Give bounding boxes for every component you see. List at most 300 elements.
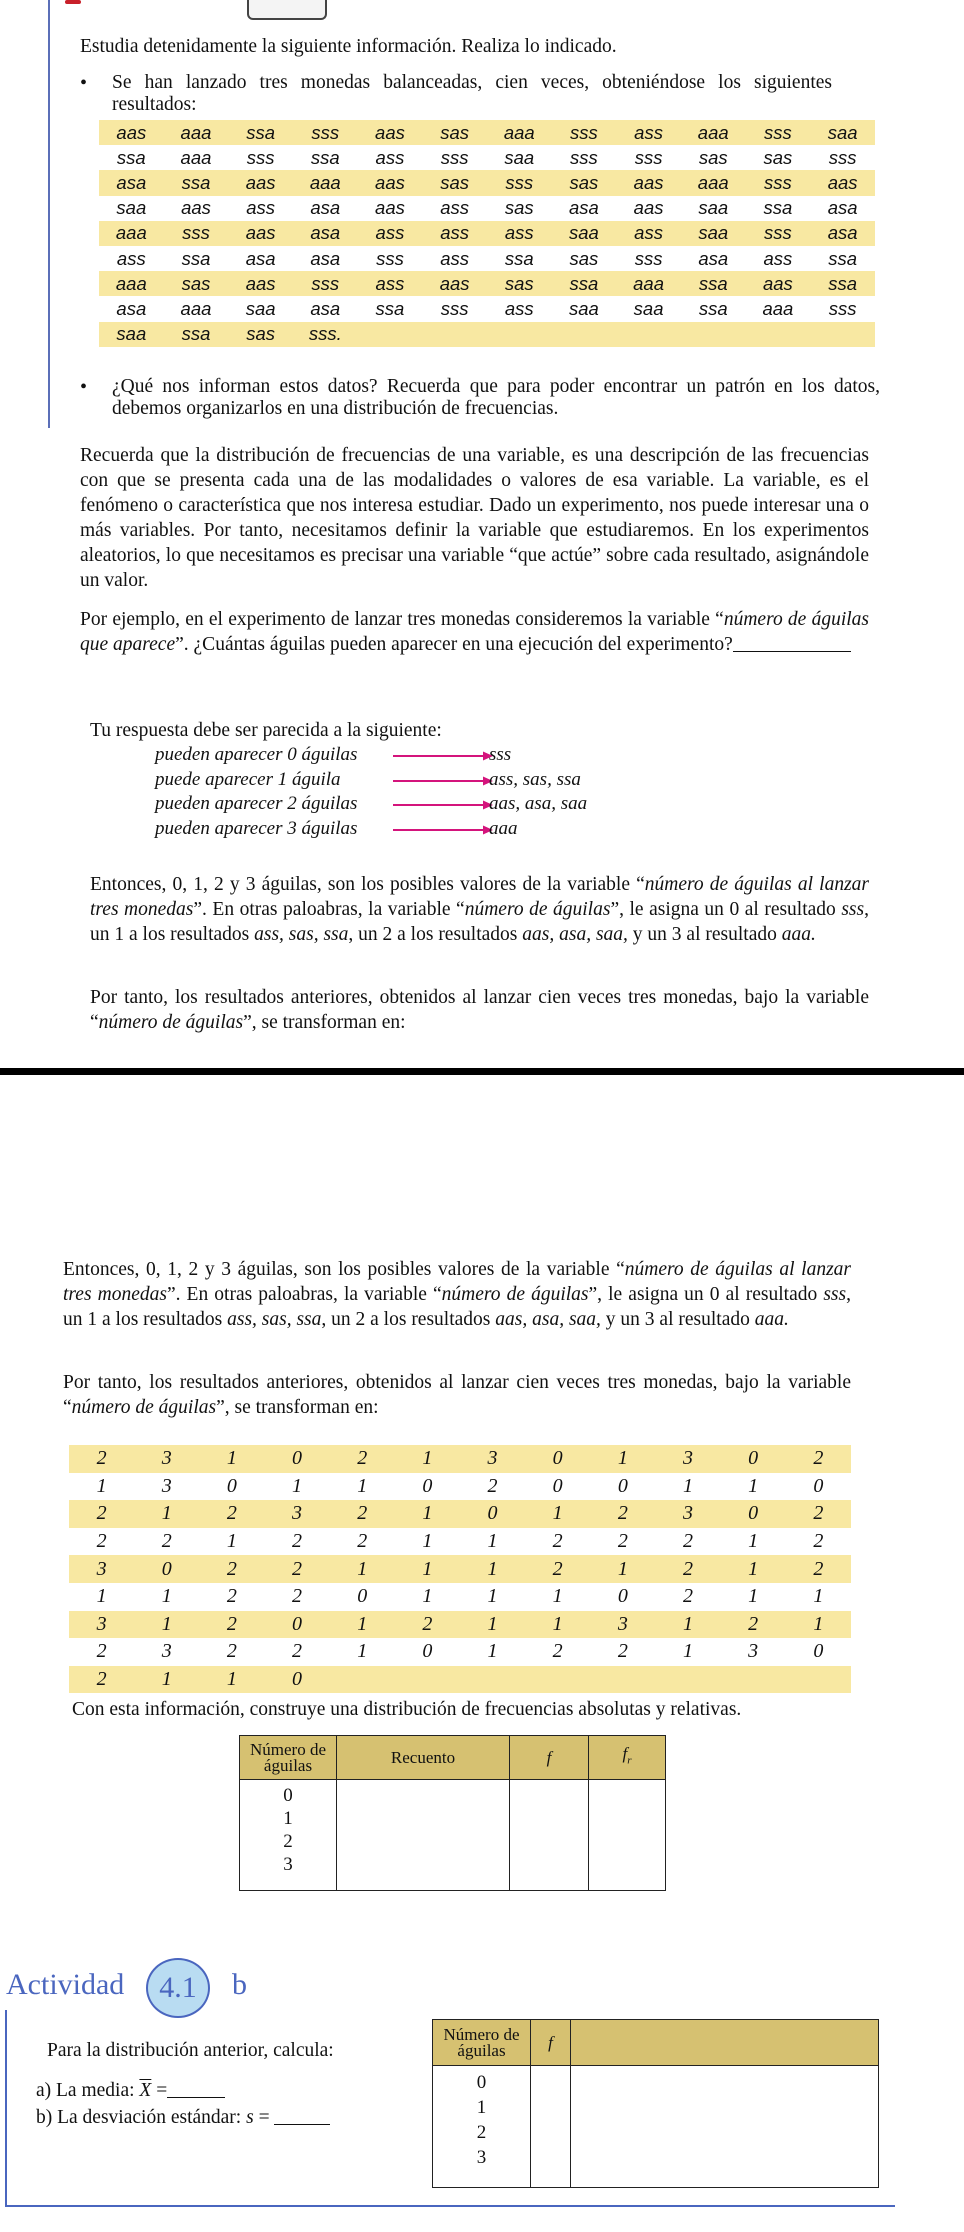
recuento-cell[interactable] (337, 1780, 510, 1891)
number-cell: 2 (357, 1530, 368, 1553)
value-1: 1 (476, 2097, 487, 2118)
number-cell: 2 (264, 1555, 329, 1583)
number-cell: 1 (487, 1585, 498, 1608)
number-cell: 2 (552, 1530, 563, 1553)
number-cell: 0 (357, 1585, 368, 1608)
number-cell (460, 1666, 525, 1694)
left-margin-bar (48, 0, 50, 428)
number-cell: 2 (226, 1640, 237, 1663)
activity-prompt: Para la distribución anterior, calcula: (47, 2040, 334, 2061)
table-row (99, 120, 875, 145)
answer-left: pueden aparecer 0 águilas (155, 744, 358, 765)
outcome-cell: sss (293, 120, 358, 145)
outcome-cell: sas (422, 170, 487, 195)
outcome-cell: aaa (180, 297, 212, 319)
intro-text: Estudia detenidamente la siguiente información. Realiza lo indicado. (80, 36, 617, 57)
bullet-dot: • (80, 72, 88, 94)
outcome-cell (422, 322, 487, 347)
number-cell: 1 (226, 1530, 237, 1553)
outcome-cell: aaa (681, 120, 746, 145)
number-cell: 3 (590, 1611, 655, 1639)
number-cell: 1 (422, 1585, 433, 1608)
outcome-cell: asa (569, 197, 599, 219)
number-cell: 1 (357, 1640, 368, 1663)
number-cell: 2 (199, 1500, 264, 1528)
outcome-cell: saa (633, 297, 664, 319)
number-cell: 2 (96, 1530, 107, 1553)
number-cell: 1 (487, 1640, 498, 1663)
number-cell: 1 (395, 1500, 460, 1528)
number-cell: 1 (590, 1555, 655, 1583)
number-cell (655, 1666, 720, 1694)
outcome-cell: ass (440, 247, 469, 269)
header-image-fragment (247, 0, 327, 20)
outcome-cell: sas (569, 247, 599, 269)
number-cell: 2 (292, 1640, 303, 1663)
arrow-icon (393, 775, 493, 787)
number-cell: 2 (96, 1640, 107, 1663)
bullet-2-text: ¿Qué nos informan estos datos? Recuerda que para poder encontrar un patrón en los datos, debemos organizarlos en una distribución de frecuencias. (112, 376, 880, 419)
outcome-cell (487, 322, 552, 347)
number-cell: 2 (786, 1500, 851, 1528)
answer-intro: Tu respuesta debe ser parecida a la siguiente: (90, 720, 442, 741)
outcome-cell: ssa (181, 247, 211, 269)
outcome-cell: aaa (762, 297, 794, 319)
number-cell: 1 (721, 1555, 786, 1583)
outcome-cell: saa (116, 197, 147, 219)
number-cell: 1 (330, 1611, 395, 1639)
outcome-cell: aas (633, 197, 664, 219)
number-cell: 0 (721, 1500, 786, 1528)
outcome-cell: ass (616, 221, 681, 246)
arrow-icon (393, 824, 493, 836)
number-cell: 0 (813, 1474, 824, 1497)
paragraph-entonces-repeat: Entonces, 0, 1, 2 y 3 águilas, son los posibles valores de la variable “número de águilas al lanzar tres monedas”. En otras paloabras, la variable “número de águilas”, le asigna un 0 al resultado sss, un 1 a los resultados ass, sas, ssa, un 2 a los resultados aas, asa, saa, y un 3 al resultado aaa. (63, 1259, 851, 1330)
outcome-cell: sss (440, 146, 469, 168)
value-3: 3 (283, 1854, 293, 1875)
number-cell: 1 (682, 1640, 693, 1663)
table-row (99, 221, 875, 246)
outcome-cell: saa (569, 297, 599, 319)
number-cell: 1 (96, 1585, 107, 1608)
outcome-cell: ass (422, 221, 487, 246)
outcome-cell: aaa (293, 170, 358, 195)
number-cell: 1 (552, 1585, 563, 1608)
answer-left: pueden aparecer 2 águilas (155, 793, 358, 814)
number-cell: 1 (487, 1530, 498, 1553)
f-cell[interactable] (531, 2066, 571, 2188)
number-cell: 1 (460, 1555, 525, 1583)
outcome-cell: sss (634, 247, 663, 269)
outcome-cell: ssa (552, 271, 617, 296)
number-cell: 3 (748, 1640, 759, 1663)
value-0: 0 (283, 1785, 293, 1806)
outcome-cell: ssa (763, 197, 793, 219)
arrow-icon (393, 750, 493, 762)
number-cell: 2 (655, 1555, 720, 1583)
outcome-cell: sss (293, 271, 358, 296)
table-row (99, 296, 875, 321)
mean-answer-blank[interactable] (167, 2097, 225, 2098)
number-cell: 1 (748, 1474, 759, 1497)
bullet-1-text: Se han lanzado tres monedas balanceadas, cien veces, obteniéndose los siguientes resultados: (112, 72, 832, 115)
number-cell: 0 (422, 1474, 433, 1497)
outcome-cell: sas (487, 271, 552, 296)
outcome-cell: aaa (681, 170, 746, 195)
value-2: 2 (283, 1831, 293, 1852)
number-cell: 1 (134, 1500, 199, 1528)
number-cell: 2 (617, 1530, 628, 1553)
header-numero: Número de águilas (433, 2020, 531, 2066)
number-cell: 3 (264, 1500, 329, 1528)
outcome-cell: sss (487, 170, 552, 195)
outcome-cell: sss (246, 146, 275, 168)
number-cell: 1 (134, 1611, 199, 1639)
answer-right: aaa (489, 817, 518, 839)
outcome-cell: sss (376, 247, 404, 269)
paragraph-entonces: Entonces, 0, 1, 2 y 3 águilas, son los posibles valores de la variable “número de águilas al lanzar tres monedas”. En otras paloabras, la variable “número de águilas”, le asigna un 0 al resultado sss, un 1 a los resultados ass, sas, ssa, un 2 a los resultados aas, asa, saa, y un 3 al resultado aaa. (90, 874, 869, 945)
number-cell: 2 (395, 1611, 460, 1639)
activity-item-b: b) La desviación estándar: s = (36, 2105, 416, 2130)
outcome-cell: ass (246, 197, 276, 219)
number-cell: 2 (292, 1530, 303, 1553)
outcome-cell: sas (422, 120, 487, 145)
table-row (99, 246, 875, 271)
outcome-cell: asa (310, 247, 341, 269)
outcome-cell: aaa (99, 221, 164, 246)
outcome-cell: ass (440, 197, 469, 219)
outcome-cell: aaa (180, 146, 212, 168)
number-cell: 1 (96, 1474, 107, 1497)
outcome-cell: aas (228, 221, 293, 246)
activity-badge: 4.1 (146, 1958, 210, 2018)
activity-table (432, 2019, 879, 2188)
answer-left: puede aparecer 1 águila (155, 768, 341, 790)
outcome-cell: sas (164, 271, 229, 296)
outcome-cell (358, 322, 423, 347)
table-row (69, 1555, 851, 1583)
table-row (69, 1638, 851, 1666)
outcomes-table (99, 120, 875, 347)
table-row (69, 1445, 851, 1473)
fr-cell[interactable] (589, 1780, 666, 1891)
number-cell: 1 (395, 1445, 460, 1473)
number-cell: 2 (786, 1555, 851, 1583)
number-cell: 2 (292, 1585, 303, 1608)
number-cell: 0 (422, 1640, 433, 1663)
number-cell: 1 (748, 1585, 759, 1608)
header-numero: Número de águilas (240, 1736, 337, 1780)
outcome-cell: sss (634, 146, 663, 168)
number-cell: 0 (813, 1640, 824, 1663)
number-cell: 2 (813, 1530, 824, 1553)
number-cell: 2 (69, 1445, 134, 1473)
value-1: 1 (283, 1808, 293, 1829)
number-cell: 3 (655, 1445, 720, 1473)
outcome-cell (616, 322, 681, 347)
header-f: f (531, 2020, 571, 2066)
outcome-cell: aas (810, 170, 875, 195)
table-row (69, 1528, 851, 1556)
number-cell: 1 (460, 1611, 525, 1639)
number-cell: 3 (460, 1445, 525, 1473)
f-cell[interactable] (510, 1780, 589, 1891)
table-row (99, 170, 875, 195)
number-cell: 1 (655, 1611, 720, 1639)
outcome-cell: ssa (310, 146, 340, 168)
outcome-cell: aas (422, 271, 487, 296)
activity-letter: b (232, 1968, 247, 2001)
work-cell[interactable] (571, 2066, 879, 2188)
outcome-cell: ssa (228, 120, 293, 145)
number-cell (525, 1666, 590, 1694)
outcome-cell: sss (440, 297, 469, 319)
outcome-cell: aaa (487, 120, 552, 145)
answer-row (155, 817, 655, 842)
outcome-cell: ssa (164, 322, 229, 347)
number-cell: 2 (199, 1555, 264, 1583)
number-cell (330, 1666, 395, 1694)
number-cell: 2 (199, 1611, 264, 1639)
number-cell: 3 (69, 1555, 134, 1583)
outcome-cell: sss (746, 221, 811, 246)
value-2: 2 (476, 2122, 487, 2143)
number-cell: 1 (525, 1500, 590, 1528)
outcome-cell: saa (681, 221, 746, 246)
outcome-cell: aas (358, 170, 423, 195)
number-cell: 1 (292, 1474, 303, 1497)
activity-bottom-rule (5, 2205, 895, 2207)
number-cell: 2 (786, 1445, 851, 1473)
table-row (99, 322, 875, 347)
arrow-icon (393, 799, 493, 811)
answer-right: sss (489, 744, 512, 765)
number-cell: 0 (264, 1445, 329, 1473)
outcome-cell: aas (228, 170, 293, 195)
outcome-cell: asa (99, 170, 164, 195)
number-cell: 1 (786, 1611, 851, 1639)
outcome-cell: saa (810, 120, 875, 145)
outcome-cell: ass (487, 221, 552, 246)
answer-row (155, 768, 655, 793)
number-cell: 3 (655, 1500, 720, 1528)
number-cell: 1 (395, 1555, 460, 1583)
outcome-cell: sas (763, 146, 793, 168)
table-row (99, 271, 875, 296)
outcome-cell: sss (828, 146, 857, 168)
table-row (69, 1473, 851, 1501)
outcome-cell (681, 322, 746, 347)
outcome-cell: asa (310, 297, 341, 319)
number-cell: 1 (422, 1530, 433, 1553)
number-cell: 0 (460, 1500, 525, 1528)
header-recuento: Recuento (337, 1736, 510, 1780)
number-cell: 1 (813, 1585, 824, 1608)
number-cell: 1 (161, 1585, 172, 1608)
outcome-cell: sss (552, 120, 617, 145)
number-cell: 1 (134, 1666, 199, 1694)
answer-right: aas, asa, saa (489, 793, 588, 814)
number-cell (786, 1666, 851, 1694)
number-cell: 2 (69, 1666, 134, 1694)
outcome-cell: sss (828, 297, 857, 319)
outcome-cell: sas (552, 170, 617, 195)
paragraph-example: Por ejemplo, en el experimento de lanzar tres monedas consideremos la variable “número de águilas que aparece”. ¿Cuántas águilas pueden aparecer en una ejecución del experimento? (80, 609, 870, 655)
values-column (240, 1780, 337, 1891)
outcome-cell: ssa (698, 297, 728, 319)
number-cell: 0 (721, 1445, 786, 1473)
activity-title: Actividad (6, 1968, 125, 2001)
number-cell: 0 (525, 1445, 590, 1473)
table-row (99, 196, 875, 221)
outcome-cell: sss (570, 146, 598, 168)
outcome-cell: sas (698, 146, 728, 168)
outcome-cell: aas (181, 197, 211, 219)
paragraph-definition: Recuerda que la distribución de frecuencias de una variable, es una descripción de las frecuencias con que se presenta cada una de las modalidades o valores de esa variable. La variable, es el fenómeno o característica que nos interesa estudiar. Dado un experimento, nos puede interesar una o más variables. Por tanto, necesitamos definir la variable que estudiaremos. En los experimentos aleatorios, lo que necesitamos es precisar una variable “que actúe” sobre cada resultado, asignándole un valor. (80, 445, 869, 591)
outcome-cell: asa (698, 247, 729, 269)
outcome-cell: ass (116, 247, 146, 269)
answer-list (155, 743, 655, 841)
outcome-cell: aaa (99, 271, 164, 296)
number-cell: 2 (330, 1445, 395, 1473)
outcome-cell: asa (810, 221, 875, 246)
outcome-cell: aas (375, 197, 405, 219)
outcome-cell: ssa (375, 297, 405, 319)
number-cell: 2 (682, 1530, 693, 1553)
outcome-cell: aaa (616, 271, 681, 296)
table-row (69, 1583, 851, 1611)
outcome-cell: asa (116, 297, 147, 319)
number-cell: 2 (330, 1500, 395, 1528)
table-row (69, 1500, 851, 1528)
number-cell: 0 (264, 1611, 329, 1639)
outcome-cell: ssa (828, 247, 857, 269)
header-f: f (510, 1736, 589, 1780)
value-3: 3 (476, 2147, 487, 2168)
number-cell: 0 (134, 1555, 199, 1583)
outcome-cell: ass (763, 247, 793, 269)
number-cell: 0 (617, 1474, 628, 1497)
outcome-cell: ass (358, 271, 423, 296)
outcome-cell (810, 322, 875, 347)
outcome-cell: aas (616, 170, 681, 195)
answer-right: ass, sas, ssa (489, 768, 581, 790)
number-cell (721, 1666, 786, 1694)
outcome-cell: asa (827, 197, 858, 219)
instruction-text: Con esta información, construye una distribución de frecuencias absolutas y relativas. (72, 1699, 742, 1720)
paragraph-portanto-repeat: Por tanto, los resultados anteriores, obtenidos al lanzar cien veces tres monedas, bajo la variable “número de águilas”, se transforman en: (63, 1372, 851, 1418)
number-cell: 0 (617, 1585, 628, 1608)
outcome-cell: ssa (116, 146, 146, 168)
outcome-cell: sas (228, 322, 293, 347)
number-cell: 1 (330, 1555, 395, 1583)
number-cell: 0 (264, 1666, 329, 1694)
number-cell: 1 (525, 1611, 590, 1639)
outcome-cell: ass (504, 297, 534, 319)
outcome-cell: asa (310, 197, 341, 219)
outcome-cell (746, 322, 811, 347)
number-cell: 2 (525, 1555, 590, 1583)
answer-row (155, 792, 655, 817)
number-cell: 2 (552, 1640, 563, 1663)
number-cell: 3 (161, 1640, 172, 1663)
outcome-cell: ssa (681, 271, 746, 296)
table-row (69, 1666, 851, 1694)
outcome-cell: saa (552, 221, 617, 246)
answer-row (155, 743, 655, 768)
number-cell: 3 (161, 1474, 172, 1497)
number-cell: 1 (199, 1445, 264, 1473)
number-cell (395, 1666, 460, 1694)
outcome-cell: aas (358, 120, 423, 145)
numbers-table (69, 1445, 851, 1693)
outcome-cell: saa (99, 322, 164, 347)
answer-left: pueden aparecer 3 águilas (155, 817, 358, 839)
outcome-cell: ssa (504, 247, 534, 269)
outcome-cell: aaa (164, 120, 229, 145)
frequency-table (239, 1735, 666, 1891)
number-cell: 1 (199, 1666, 264, 1694)
number-cell: 0 (226, 1474, 237, 1497)
number-cell: 2 (682, 1585, 693, 1608)
number-cell: 1 (748, 1530, 759, 1553)
outcome-cell: aas (228, 271, 293, 296)
outcome-cell: ass (358, 221, 423, 246)
number-cell: 2 (590, 1500, 655, 1528)
number-cell: 2 (69, 1500, 134, 1528)
outcome-cell: ssa (164, 170, 229, 195)
outcome-cell: saa (245, 297, 276, 319)
number-cell: 2 (617, 1640, 628, 1663)
table-row (99, 145, 875, 170)
outcome-cell: sas (504, 197, 534, 219)
number-cell: 2 (161, 1530, 172, 1553)
outcome-cell: sss (746, 120, 811, 145)
paragraph-portanto: Por tanto, los resultados anteriores, obtenidos al lanzar cien veces tres monedas, bajo la variable “número de águilas”, se transforman en: (90, 987, 869, 1033)
outcome-cell: asa (245, 247, 276, 269)
number-cell: 2 (487, 1474, 498, 1497)
header-fr: $f_r$ (589, 1736, 666, 1780)
number-cell: 0 (552, 1474, 563, 1497)
table-row (69, 1611, 851, 1639)
header-blank (571, 2020, 879, 2066)
outcome-cell: sss (164, 221, 229, 246)
number-cell: 2 (226, 1585, 237, 1608)
number-cell: 2 (721, 1611, 786, 1639)
outcome-cell: saa (698, 197, 729, 219)
outcome-cell: aas (99, 120, 164, 145)
number-cell: 3 (134, 1445, 199, 1473)
value-0: 0 (476, 2072, 487, 2093)
number-cell: 1 (682, 1474, 693, 1497)
bullet-dot: • (80, 376, 88, 398)
page-divider (0, 1068, 964, 1075)
header-red-mark (65, 0, 81, 4)
outcome-cell: aas (746, 271, 811, 296)
sd-answer-blank[interactable] (274, 2124, 330, 2125)
outcome-cell: ass (375, 146, 405, 168)
number-cell: 1 (590, 1445, 655, 1473)
number-cell (590, 1666, 655, 1694)
outcome-cell: sss (746, 170, 811, 195)
outcome-cell (552, 322, 617, 347)
activity-item-a: a) La media: $\overline{X}$ = (36, 2078, 396, 2103)
outcome-cell: ssa (810, 271, 875, 296)
number-cell: 1 (357, 1474, 368, 1497)
outcome-cell: saa (504, 146, 535, 168)
outcome-cell: sss. (293, 322, 358, 347)
outcome-cell: ass (616, 120, 681, 145)
